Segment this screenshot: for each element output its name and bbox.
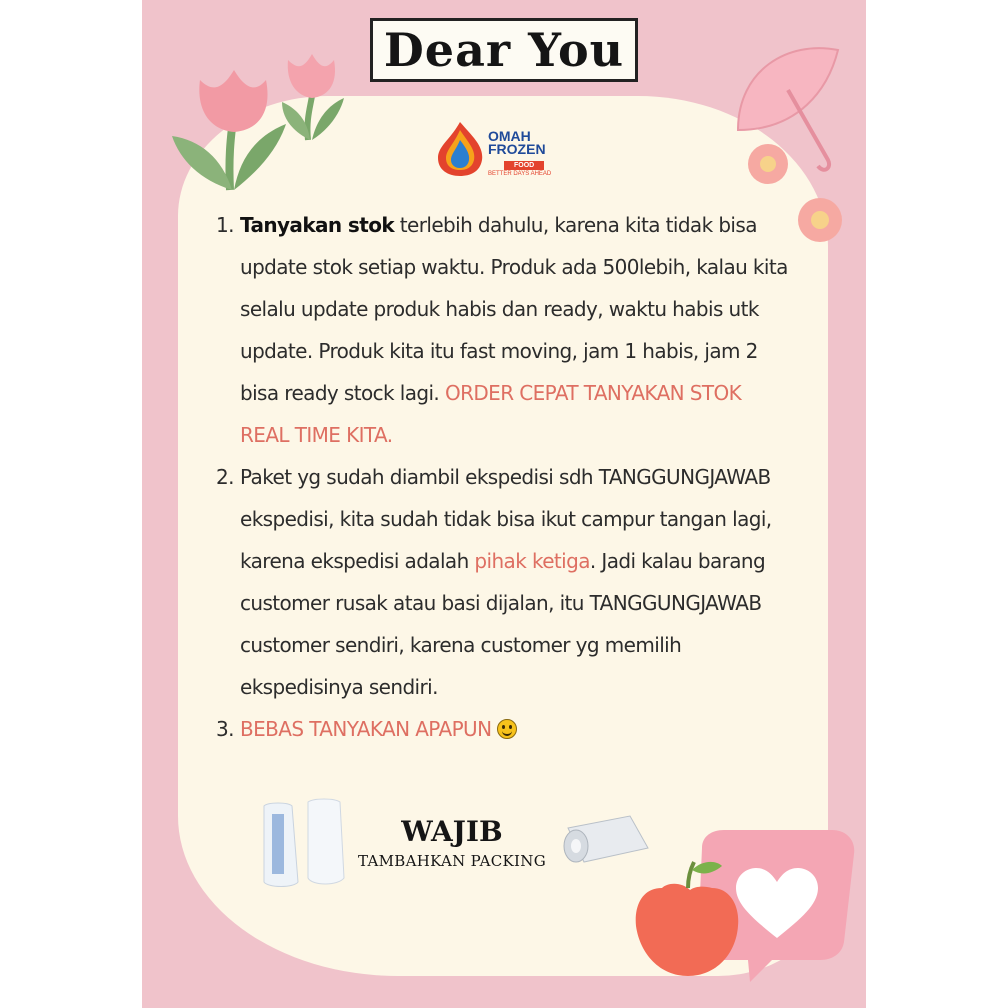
- item-number: 2.: [216, 465, 234, 489]
- page-title: Dear You: [383, 23, 625, 77]
- logo-subtitle: FOOD: [504, 161, 544, 170]
- ice-pack-image: [258, 798, 354, 890]
- list-item: [214, 456, 794, 708]
- packing-subtitle: TAMBAHKAN PACKING: [357, 852, 546, 870]
- item-number: 1.: [216, 213, 234, 237]
- logo-name-1: OMAH: [488, 128, 531, 144]
- item-text: Paket yg sudah diambil ekspedisi sdh TANGGUNGJAWAB ekspedisi, kita sudah tidak bisa ikut campur tangan lagi, karena ekspedisi adalah: [240, 465, 772, 573]
- rules-list: [214, 204, 794, 750]
- item-text: terlebih dahulu, karena kita tidak bisa update stok setiap waktu. Produk ada 500lebih, kalau kita selalu update produk habis dan ready, waktu habis utk update. Produk kita itu fast moving, jam 1 habis, jam 2 bisa ready stock lagi.: [240, 213, 788, 405]
- list-item: [214, 204, 794, 456]
- packing-note: [352, 814, 552, 872]
- poster: [142, 0, 866, 1008]
- heart-apple-decoration: [632, 826, 866, 1008]
- title-banner: [370, 18, 638, 82]
- item-number: 3.: [216, 717, 234, 741]
- item-highlight: BEBAS TANYAKAN APAPUN: [240, 717, 492, 741]
- item-text: . Jadi kalau barang customer rusak atau basi dijalan, itu TANGGUNGJAWAB customer sendiri, karena customer yg memilih ekspedisinya sendiri.: [240, 549, 766, 699]
- item-highlight: pihak ketiga: [474, 549, 590, 573]
- brand-logo: [432, 118, 562, 178]
- tulip-decoration: [160, 40, 360, 200]
- item-highlight: ORDER CEPAT TANYAKAN STOK REAL TIME KITA.: [240, 381, 742, 447]
- packing-title: WAJIB: [401, 815, 503, 848]
- logo-text: [488, 130, 551, 178]
- item-bold-text: Tanyakan stok: [240, 213, 395, 237]
- list-item: [214, 708, 794, 750]
- smiley-icon: [497, 719, 517, 739]
- flame-drop-icon: [432, 118, 488, 178]
- logo-tagline: BETTER DAYS AHEAD: [488, 171, 552, 177]
- logo-name-2: FROZEN: [488, 141, 546, 157]
